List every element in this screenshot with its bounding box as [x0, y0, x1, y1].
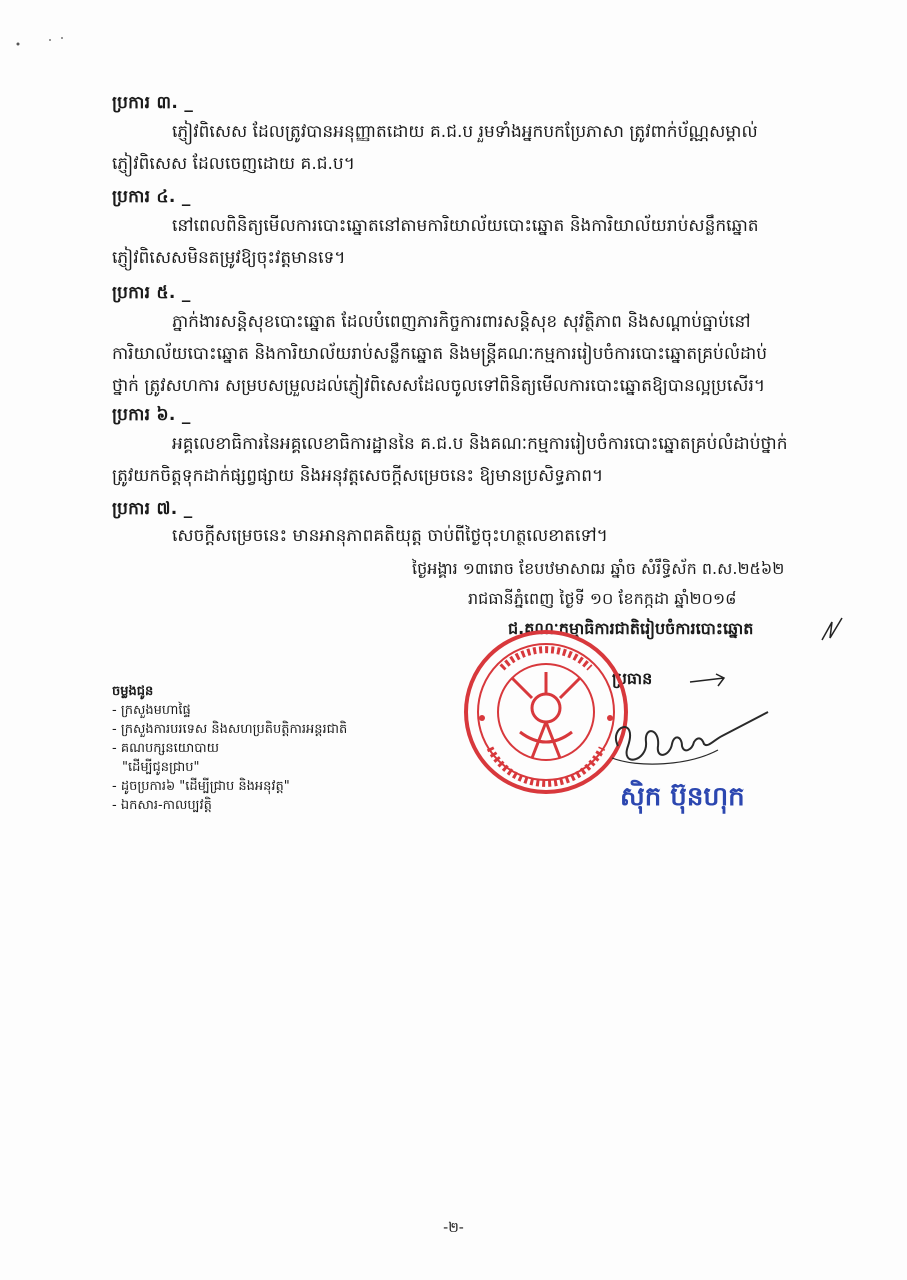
article-7-heading: ប្រការ ៧. _	[112, 499, 193, 519]
article-7-text	[112, 520, 608, 552]
article-4-heading: ប្រការ ៤. _	[112, 187, 191, 207]
org-underline-mark	[820, 616, 846, 644]
article-3-text	[112, 116, 758, 180]
article-5-line-3: ថ្នាក់ ត្រូវសហការ សម្របសម្រួលដល់ភ្ញៀវពិសេសដែលចូលទៅពិនិត្យមើលការបោះឆ្នោតឱ្យបានល្អប្រសើរ។	[112, 376, 766, 396]
recipient-item: - ដូចប្រការ៦ "ដើម្បីជ្រាប និងអនុវត្ត"	[112, 779, 290, 794]
president-title: ប្រធាន	[612, 669, 653, 688]
check-mark	[688, 672, 728, 690]
lunar-date: ថ្ងៃអង្គារ ១៣រោច ខែបឋមាសាឍ ឆ្នាំច សំរឹទ្ធិស័ក ព.ស.២៥៦២	[412, 559, 785, 578]
recipient-item: - ក្រសួងការបរទេស និងសហប្រតិបត្តិការអន្តរជាតិ	[112, 722, 348, 737]
article-5-line-2: ការិយាល័យបោះឆ្នោត និងការិយាល័យរាប់សន្លឹកឆ្នោត និងមន្ត្រីគណៈកម្មការរៀបចំការបោះឆ្នោតគ្រប់លំដាប់	[112, 344, 767, 364]
copy-to-list	[112, 682, 347, 815]
article-5-heading: ប្រការ ៥. _	[112, 283, 191, 303]
copy-to-title: ចម្លងជូន	[112, 684, 154, 699]
recipient-item: - ក្រសួងមហាផ្ទៃ	[112, 703, 191, 718]
article-4-line-1: នៅពេលពិនិត្យមើលការបោះឆ្នោតនៅតាមការិយាល័យបោះឆ្នោត និងការិយាល័យរាប់សន្លឹកឆ្នោត	[172, 216, 759, 236]
scan-specks	[0, 30, 80, 60]
page-number: -២-	[443, 1220, 464, 1236]
article-4-line-2: ភ្ញៀវពិសេសមិនតម្រូវឱ្យចុះវត្តមានទេ។	[112, 248, 346, 268]
signing-organization: ជ.គណៈកម្មាធិការជាតិរៀបចំការបោះឆ្នោត	[508, 619, 754, 638]
article-5-line-1: ភ្នាក់ងារសន្តិសុខបោះឆ្នោត ដែលបំពេញភារកិច្ចការពារសន្តិសុខ សុវត្ថិភាព និងសណ្តាប់ធ្នាប់នៅ	[172, 312, 751, 332]
solar-date: រាជធានីភ្នំពេញ ថ្ងៃទី ១០ ខែកក្កដា ឆ្នាំ២០១៨	[468, 589, 737, 608]
article-6-heading: ប្រការ ៦. _	[112, 405, 191, 425]
article-7-line-1: សេចក្តីសម្រេចនេះ មានអានុភាពគតិយុត្ត ចាប់ពីថ្ងៃចុះហត្ថលេខាតទៅ។	[172, 526, 608, 546]
recipient-item: - ឯកសារ-កាលប្បវត្តិ	[112, 798, 212, 813]
recipient-item: - គណបក្សនយោបាយ	[112, 741, 219, 756]
article-6-line-1: អគ្គលេខាធិការនៃអគ្គលេខាធិការដ្ឋាននៃ គ.ជ.ប និងគណៈកម្មការរៀបចំការបោះឆ្នោតគ្រប់លំដាប់ថ្នាក់	[172, 434, 788, 454]
article-6-line-2: ត្រូវយកចិត្តទុកដាក់ផ្សព្វផ្សាយ និងអនុវត្តសេចក្តីសម្រេចនេះ ឱ្យមានប្រសិទ្ធភាព។	[112, 466, 604, 486]
article-4-text	[112, 210, 759, 274]
signer-name: ស៊ិក ប៊ុនហុក	[620, 782, 745, 812]
article-3-line-2: ភ្ញៀវពិសេស ដែលចេញដោយ គ.ជ.ប។	[112, 154, 355, 174]
article-3-heading: ប្រការ ៣. _	[112, 93, 194, 113]
handwritten-signature	[598, 706, 778, 776]
article-6-text	[112, 428, 788, 492]
recipient-item: "ដើម្បីជូនជ្រាប"	[122, 760, 200, 775]
article-3-line-1: ភ្ញៀវពិសេស ដែលត្រូវបានអនុញ្ញាតដោយ គ.ជ.ប រួមទាំងអ្នកបកប្រែភាសា ត្រូវពាក់ប័ណ្ណសម្គាល់	[172, 122, 758, 142]
article-5-text	[112, 306, 767, 402]
